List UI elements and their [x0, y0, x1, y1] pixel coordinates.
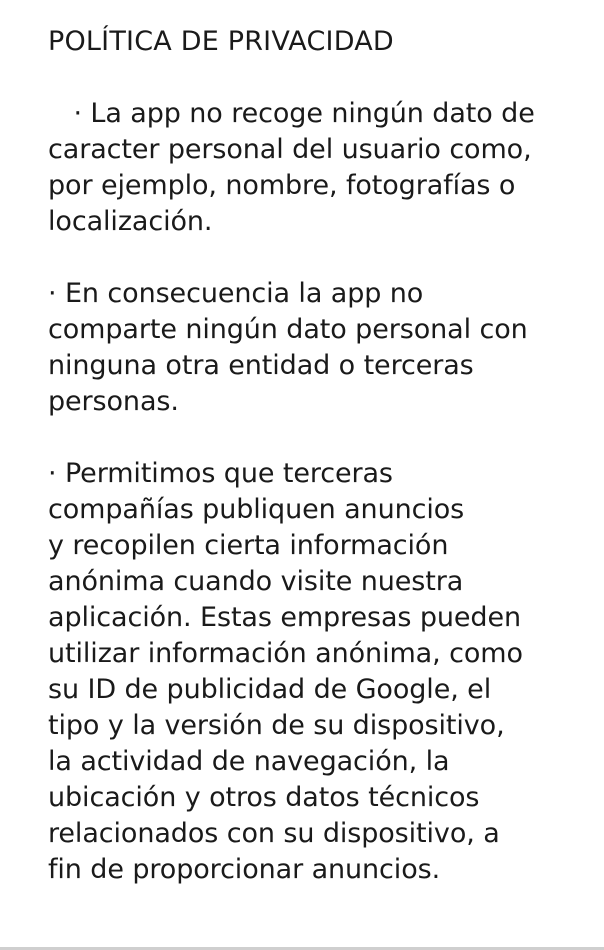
paragraph-line: relacionados con su dispositivo, a: [48, 818, 500, 849]
paragraph-line: tipo y la versión de su dispositivo,: [48, 710, 505, 741]
privacy-policy-content: [48, 24, 588, 888]
paragraph-line: la actividad de navegación, la: [48, 746, 450, 777]
paragraph-line: caracter personal del usuario como,: [48, 134, 532, 165]
paragraph-line: aplicación. Estas empresas pueden: [48, 602, 521, 633]
spacer: [48, 420, 588, 456]
page-title: POLÍTICA DE PRIVACIDAD: [48, 26, 394, 57]
paragraph-line: y recopilen cierta información: [48, 530, 449, 561]
paragraph-line: anónima cuando visite nuestra: [48, 566, 464, 597]
paragraph-data-collection: [48, 96, 588, 240]
spacer: [48, 240, 588, 276]
paragraph-line: ubicación y otros datos técnicos: [48, 782, 480, 813]
spacer: [48, 60, 588, 96]
paragraph-line: · La app no recoge ningún dato de: [48, 98, 535, 129]
paragraph-line: utilizar información anónima, como: [48, 638, 523, 669]
paragraph-line: su ID de publicidad de Google, el: [48, 674, 492, 705]
paragraph-line: compañías publiquen anuncios: [48, 494, 465, 525]
paragraph-line: fin de proporcionar anuncios.: [48, 854, 441, 885]
paragraph-third-party-ads: [48, 456, 588, 888]
paragraph-line: · En consecuencia la app no: [48, 278, 424, 309]
paragraph-line: localización.: [48, 206, 213, 237]
paragraph-line: · Permitimos que terceras: [48, 458, 393, 489]
paragraph-line: ninguna otra entidad o terceras: [48, 350, 474, 381]
paragraph-data-sharing: [48, 276, 588, 420]
paragraph-line: personas.: [48, 386, 179, 417]
paragraph-line: comparte ningún dato personal con: [48, 314, 528, 345]
paragraph-line: por ejemplo, nombre, fotografías o: [48, 170, 516, 201]
